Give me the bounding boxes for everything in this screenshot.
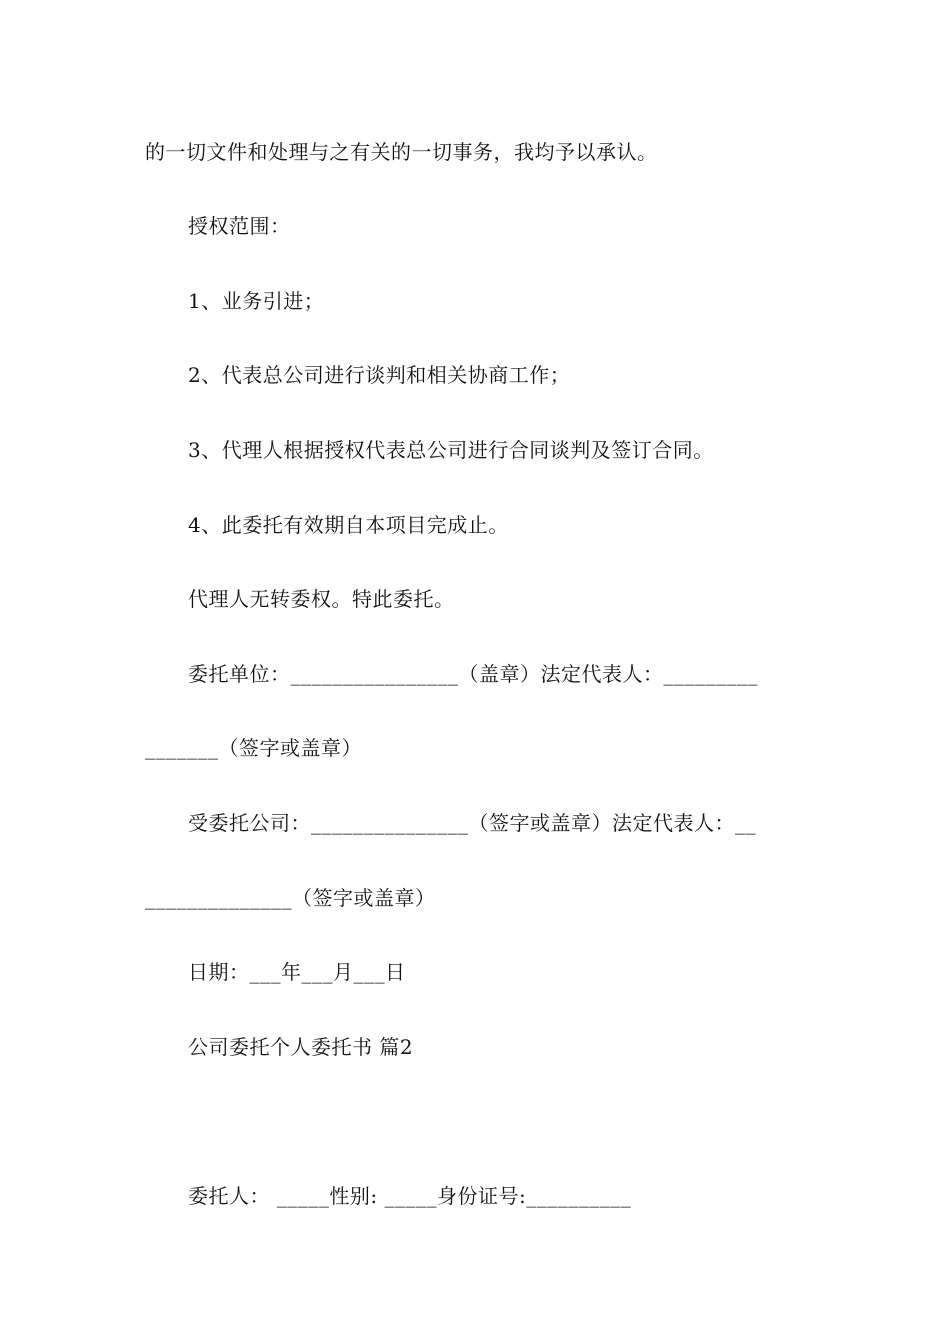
entrusted-company-signature-line: ______________（签字或盖章） [145, 886, 436, 910]
entrusted-company-line: 受委托公司：_______________（签字或盖章）法定代表人：__ [188, 811, 756, 835]
section-heading: 公司委托个人委托书 篇2 [188, 1035, 414, 1059]
scope-item-4: 4、此委托有效期自本项目完成止。 [188, 513, 509, 537]
paragraph-continuation: 的一切文件和处理与之有关的一切事务，我均予以承认。 [145, 140, 658, 164]
authorization-scope-heading: 授权范围： [188, 214, 291, 238]
scope-item-2: 2、代表总公司进行谈判和相关协商工作； [188, 363, 571, 387]
entrusting-unit-signature-line: _______（签字或盖章） [145, 736, 362, 760]
scope-item-3: 3、代理人根据授权代表总公司进行合同谈判及签订合同。 [188, 438, 714, 462]
entrusting-unit-line: 委托单位：________________（盖章）法定代表人：_________ [188, 662, 758, 686]
date-line: 日期：___年___月___日 [188, 960, 406, 984]
scope-item-1: 1、业务引进； [188, 289, 325, 313]
no-subdelegation-statement: 代理人无转委权。特此委托。 [188, 587, 455, 611]
principal-info-line: 委托人： _____性别: _____身份证号:__________ [188, 1184, 632, 1208]
